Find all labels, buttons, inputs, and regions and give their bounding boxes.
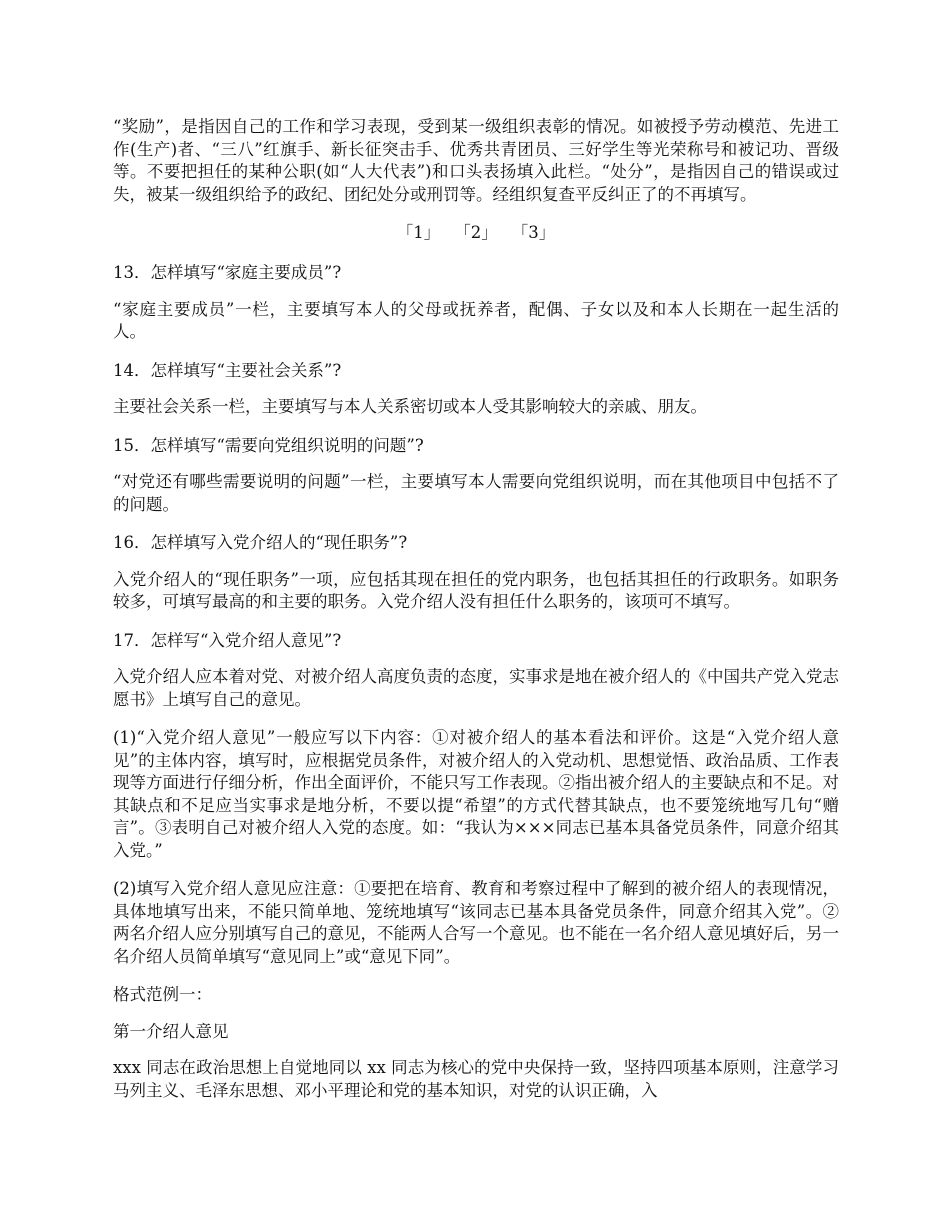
example-body: xxx 同志在政治思想上自觉地同以 xx 同志为核心的党中央保持一致，坚持四项基本原则，注意学习马列主义、毛泽东思想、邓小平理论和党的基本知识，对党的认识正确，入 (113, 1058, 839, 1100)
example-label: 格式范例一： (113, 985, 212, 1004)
document-content (113, 116, 839, 1118)
page-link-1[interactable]: 「1」 (396, 223, 441, 242)
pagination (113, 222, 839, 244)
section-heading-14: 14．怎样填写“主要社会关系”? (113, 360, 342, 380)
point-1-paragraph: (1)“入党介绍人意见”一般应写以下内容：①对被介绍人的基本看法和评价。这是“入党介绍人意见”的主体内容，填写时，应根据党员条件，对被介绍人的入党动机、思想觉悟、政治品质、工作表现等方面进行仔细分析，作出全面评价，不能只写工作表现。②指出被介绍人的主要缺点和不足。对其缺点和不足应当实事求是地分析，不要以提“希望”的方式代替其缺点，也不要笼统地写几句“赠言”。③表明自己对被介绍人入党的态度。如：“我认为×××同志已基本具备党员条件，同意介绍其入党。” (113, 728, 839, 860)
section-body-14: 主要社会关系一栏，主要填写与本人关系密切或本人受其影响较大的亲戚、朋友。 (113, 397, 707, 416)
page-link-2[interactable]: 「2」 (454, 223, 498, 242)
point-2-paragraph: (2)填写入党介绍人意见应注意：①要把在培育、教育和考察过程中了解到的被介绍人的表现情况，具体地填写出来，不能只简单地、笼统地填写“该同志已基本具备党员条件，同意介绍其入党”。②两名介绍人应分别填写自己的意见，不能两人合写一个意见。也不能在一名介绍人意见填好后，另一名介绍人员简单填写“意见同上”或“意见下同”。 (113, 879, 839, 966)
section-body-13: “家庭主要成员”一栏，主要填写本人的父母或抚养者，配偶、子女以及和本人长期在一起生活的人。 (113, 299, 839, 341)
section-heading-13: 13．怎样填写“家庭主要成员”? (113, 263, 342, 282)
rewards-paragraph: “奖励”，是指因自己的工作和学习表现，受到某一级组织表彰的情况。如被授予劳动模范、先进工作(生产)者、“三八”红旗手、新长征突击手、优秀共青团员、三好学生等光荣称号和被记功、晋级等。不要把担任的某种公职(如“人大代表”)和口头表扬填入此栏。“处分”，是指因自己的错误或过失，被某一级组织给予的政纪、团纪处分或刑罚等。经组织复查平反纠正了的不再填写。 (113, 117, 839, 204)
section-body-15: “对党还有哪些需要说明的问题”一栏，主要填写本人需要向党组织说明，而在其他项目中包括不了的问题。 (113, 472, 839, 514)
section-body-17: 入党介绍人应本着对党、对被介绍人高度负责的态度，实事求是地在被介绍人的《中国共产党入党志愿书》上填写自己的意见。 (113, 667, 839, 709)
page-link-3[interactable]: 「3」 (511, 223, 556, 242)
section-body-16: 入党介绍人的“现任职务”一项，应包括其现在担任的党内职务，也包括其担任的行政职务。如职务较多，可填写最高的和主要的职务。入党介绍人没有担任什么职务的，该项可不填写。 (113, 569, 839, 611)
section-heading-15: 15．怎样填写“需要向党组织说明的问题”? (113, 435, 424, 455)
section-heading-16: 16．怎样填写入党介绍人的“现任职务”? (113, 533, 408, 552)
section-heading-17: 17．怎样写“入党介绍人意见”? (113, 630, 342, 650)
example-title: 第一介绍人意见 (113, 1021, 229, 1041)
